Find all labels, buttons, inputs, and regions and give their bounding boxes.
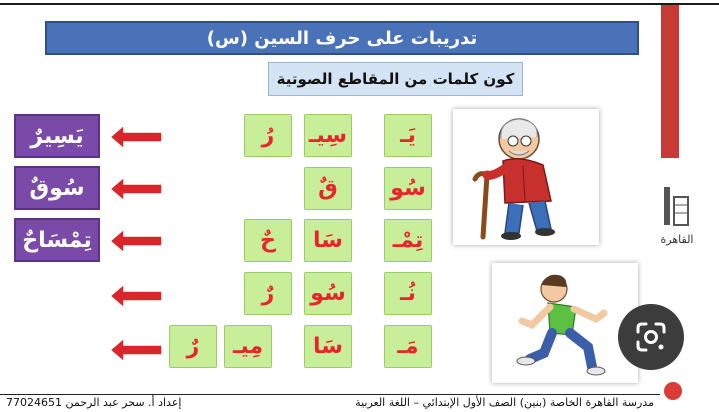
footer-school-info: مدرسة القاهرة الخاصة (بنين) الصف الأول الإبتدائي – اللغة العربية — [355, 396, 654, 409]
syllable-tile[interactable]: حٌ — [244, 219, 292, 262]
syllable-tile[interactable]: رُ — [244, 114, 292, 157]
red-accent-bar — [661, 5, 679, 158]
syllable-tile[interactable]: سَا — [304, 219, 352, 262]
syllable-tile[interactable]: يَـ — [384, 114, 432, 157]
school-logo — [656, 183, 698, 253]
old-man-illustration — [453, 109, 599, 245]
left-arrow-icon — [110, 284, 162, 308]
instruction-subtitle: كون كلمات من المقاطع الصوتية — [268, 62, 523, 96]
page-title: تدريبات على حرف السين (س) — [45, 21, 639, 55]
answer-word-box: يَسِيرٌ — [14, 114, 100, 158]
left-arrow-icon — [110, 177, 162, 201]
running-boy-illustration — [492, 263, 638, 383]
syllable-tile[interactable]: سُو — [384, 167, 432, 210]
answer-word-box: تِمْسَاحٌ — [14, 218, 100, 262]
left-arrow-icon — [110, 338, 162, 362]
syllable-tile[interactable]: نُـ — [384, 272, 432, 315]
left-arrow-icon — [110, 125, 162, 149]
syllable-tile[interactable]: مِيـ — [224, 325, 272, 368]
left-arrow-icon — [110, 229, 162, 253]
syllable-tile[interactable]: قٌ — [304, 167, 352, 210]
google-lens-icon — [634, 320, 668, 354]
google-lens-button[interactable] — [618, 304, 684, 370]
syllable-tile[interactable]: سَا — [304, 325, 352, 368]
footer-author: إعداد أ. سحر عبد الرحمن 77024651 — [6, 396, 182, 409]
syllable-tile[interactable]: مَـ — [384, 325, 432, 368]
syllable-tile[interactable]: سُو — [304, 272, 352, 315]
syllable-tile[interactable]: تِمْـ — [384, 219, 432, 262]
top-divider-line — [0, 3, 719, 5]
svg-text:القاهرة: القاهرة — [660, 233, 694, 246]
red-dot-decoration — [664, 382, 682, 400]
answer-word-box: سُوقٌ — [14, 166, 100, 210]
syllable-tile[interactable]: سِيـ — [304, 114, 352, 157]
syllable-tile[interactable]: رٌ — [244, 272, 292, 315]
syllable-tile[interactable]: رٌ — [169, 325, 217, 368]
footer-bar — [0, 394, 660, 412]
